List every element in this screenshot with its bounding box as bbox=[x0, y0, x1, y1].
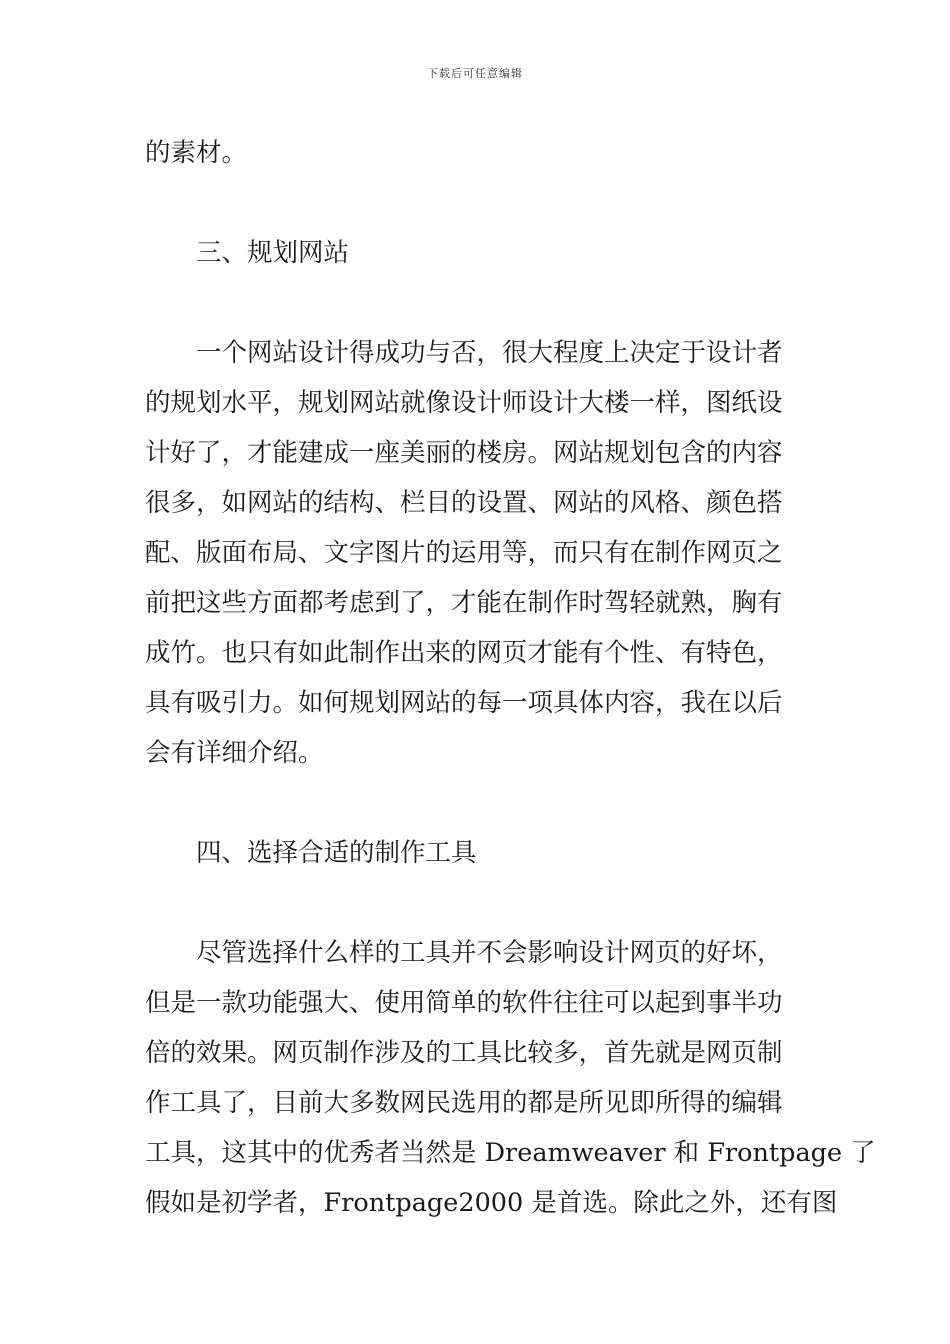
paragraph-line: 但是一款功能强大、使用简单的软件往往可以起到事半功 bbox=[145, 988, 783, 1018]
document-body bbox=[145, 128, 876, 1228]
paragraph-line: 工具，这其中的优秀者当然是 Dreamweaver 和 Frontpage 了 bbox=[145, 1138, 876, 1168]
paragraph-spacer bbox=[145, 878, 810, 928]
paragraph-line: 的素材。 bbox=[145, 138, 248, 168]
paragraph-spacer bbox=[145, 778, 810, 828]
paragraph-line: 成竹。也只有如此制作出来的网页才能有个性、有特色， bbox=[145, 638, 783, 668]
paragraph-line: 假如是初学者，Frontpage2000 是首选。除此之外，还有图 bbox=[145, 1188, 838, 1218]
section-heading-4: 四、选择合适的制作工具 bbox=[196, 838, 477, 868]
paragraph-spacer bbox=[145, 178, 810, 228]
paragraph-line: 配、版面布局、文字图片的运用等，而只有在制作网页之 bbox=[145, 538, 783, 568]
paragraph-line: 尽管选择什么样的工具并不会影响设计网页的好坏， bbox=[196, 938, 783, 968]
paragraph-line: 前把这些方面都考虑到了，才能在制作时驾轻就熟，胸有 bbox=[145, 588, 783, 618]
paragraph-line: 的规划水平，规划网站就像设计师设计大楼一样，图纸设 bbox=[145, 388, 783, 418]
page-header-note: 下载后可任意编辑 bbox=[427, 67, 523, 80]
paragraph-line: 很多，如网站的结构、栏目的设置、网站的风格、颜色搭 bbox=[145, 488, 783, 518]
section-heading-3: 三、规划网站 bbox=[196, 238, 350, 268]
paragraph-line: 计好了，才能建成一座美丽的楼房。网站规划包含的内容 bbox=[145, 438, 783, 468]
paragraph-line: 倍的效果。网页制作涉及的工具比较多，首先就是网页制 bbox=[145, 1038, 783, 1068]
paragraph-line: 作工具了，目前大多数网民选用的都是所见即所得的编辑 bbox=[145, 1088, 783, 1118]
paragraph-line: 会有详细介绍。 bbox=[145, 738, 324, 768]
paragraph-line: 一个网站设计得成功与否，很大程度上决定于设计者 bbox=[196, 338, 783, 368]
paragraph-spacer bbox=[145, 278, 810, 328]
paragraph-line: 具有吸引力。如何规划网站的每一项具体内容，我在以后 bbox=[145, 688, 783, 718]
